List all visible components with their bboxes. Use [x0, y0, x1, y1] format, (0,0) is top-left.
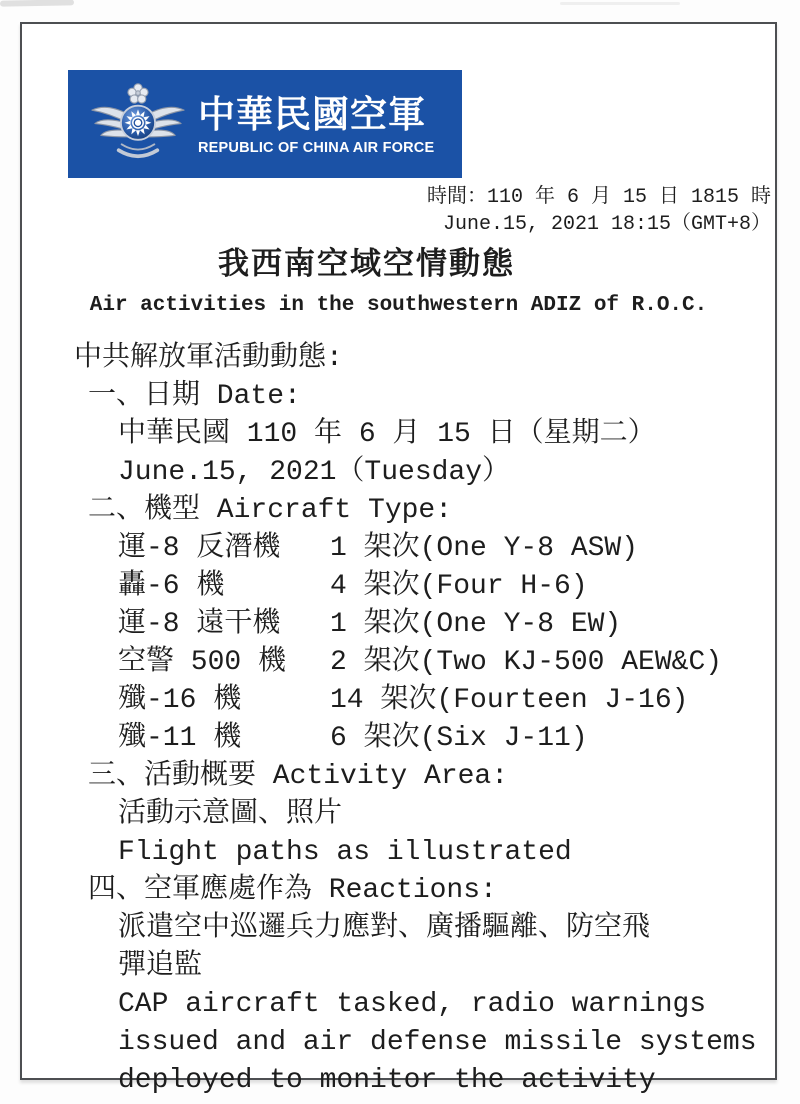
rocaf-banner: [68, 70, 462, 178]
aircraft-count: 6 架次(Six J-11): [330, 723, 588, 754]
reaction-zh-line-1: 派遣空中巡邏兵力應對、廣播驅離、防空飛: [118, 913, 651, 944]
aircraft-row: [22, 606, 775, 644]
aircraft-name: 殲-16 機: [118, 685, 242, 716]
reaction-zh-line-2: 彈追監: [118, 951, 203, 982]
timestamp-en: June.15, 2021 18:15（GMT+8）: [442, 213, 771, 236]
page-frame: [20, 22, 777, 1096]
date-zh-line: 中華民國 110 年 6 月 15 日（星期二）: [118, 419, 656, 450]
aircraft-row: [22, 568, 775, 606]
section-3-heading: 三、活動概要 Activity Area:: [88, 761, 509, 792]
headline-en: Air activities in the southwestern ADIZ of R.O.C.: [89, 294, 708, 317]
headline-zh: 我西南空域空情動態: [218, 249, 515, 284]
section-2-heading: 二、機型 Aircraft Type:: [88, 495, 453, 526]
report-body: [22, 340, 775, 1100]
aircraft-count: 2 架次(Two KJ-500 AEW&C): [330, 647, 723, 678]
section-4-heading: 四、空軍應處作為 Reactions:: [88, 875, 497, 906]
aircraft-name: 運-8 反潛機: [118, 533, 281, 564]
aircraft-row: [22, 530, 775, 568]
intro-line: 中共解放軍活動動態:: [74, 343, 343, 374]
reaction-en-line-1: CAP aircraft tasked, radio warnings: [118, 989, 707, 1020]
reaction-en-line-2: issued and air defense missile systems: [118, 1027, 757, 1058]
aircraft-name: 運-8 遠干機: [118, 609, 281, 640]
timestamp-block: [427, 184, 771, 238]
aircraft-count: 14 架次(Fourteen J-16): [330, 685, 689, 716]
banner-title-zh: 中華民國空軍: [198, 94, 426, 135]
timestamp-zh: 時間：110 年 6 月 15 日 1815 時: [426, 186, 771, 209]
aircraft-count: 4 架次(Four H-6): [330, 571, 588, 602]
section-1-heading: 一、日期 Date:: [88, 381, 301, 412]
aircraft-count: 1 架次(One Y-8 ASW): [330, 533, 639, 564]
aircraft-row: [22, 682, 775, 720]
aircraft-name: 空警 500 機: [118, 647, 287, 678]
aircraft-row: [22, 720, 775, 758]
aircraft-row: [22, 644, 775, 682]
date-en-line: June.15, 2021（Tuesday）: [118, 457, 511, 488]
aircraft-name: 轟-6 機: [118, 571, 225, 602]
banner-title-en: REPUBLIC OF CHINA AIR FORCE: [198, 140, 435, 156]
activity-zh-line: 活動示意圖、照片: [118, 799, 343, 830]
photo-artifact: [0, 0, 74, 7]
rocaf-emblem-icon: [86, 75, 190, 175]
reaction-en-line-3: deployed to monitor the activity: [118, 1065, 656, 1096]
aircraft-count: 1 架次(One Y-8 EW): [330, 609, 622, 640]
aircraft-name: 殲-11 機: [118, 723, 242, 754]
photo-artifact: [560, 2, 680, 5]
activity-en-line: Flight paths as illustrated: [118, 837, 572, 868]
